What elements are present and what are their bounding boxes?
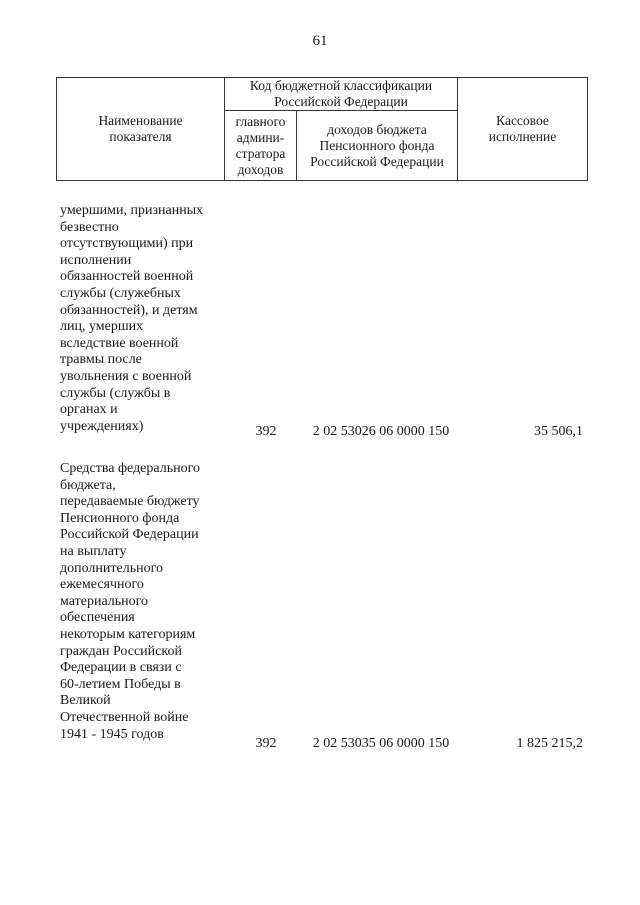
table-row (56, 461, 587, 753)
revenue-code: 2 02 53035 06 0000 150 (312, 736, 450, 752)
header-classification-code: Код бюджетной классификации Российской Федерации (225, 78, 458, 111)
indicator-name: умершими, признанных безвестно отсутствующими) при исполнении обязанностей военной службы (служебных обязанностей), и детям лиц, умерших вследствие военной травмы после увольнения с военной службы (службы в органах и учреждениях) (60, 203, 204, 434)
admin-code: 392 (255, 424, 277, 440)
table-row (56, 203, 587, 441)
header-pension-fund-revenue: доходов бюджета Пенсионного фонда Российской Федерации (297, 111, 458, 181)
header-cash-execution: Кассовое исполнение (458, 78, 588, 181)
amount: 35 506,1 (534, 424, 583, 440)
indicator-name: Средства федерального бюджета, передаваемые бюджету Пенсионного фонда Российской Федерации на выплату дополнительного ежемесячного материального обеспечения некоторым категориям граждан Российской Федерации в связи с 60-летием Победы в Великой Отечественной войне 1941 - 1945 годов (60, 461, 200, 742)
amount: 1 825 215,2 (516, 736, 583, 752)
header-chief-administrator: главного админи-стратора доходов (225, 111, 297, 181)
table-header (56, 77, 588, 181)
admin-code: 392 (255, 736, 277, 752)
page-number: 61 (312, 33, 328, 49)
header-indicator-name: Наименование показателя (57, 78, 225, 181)
revenue-code: 2 02 53026 06 0000 150 (312, 424, 450, 440)
